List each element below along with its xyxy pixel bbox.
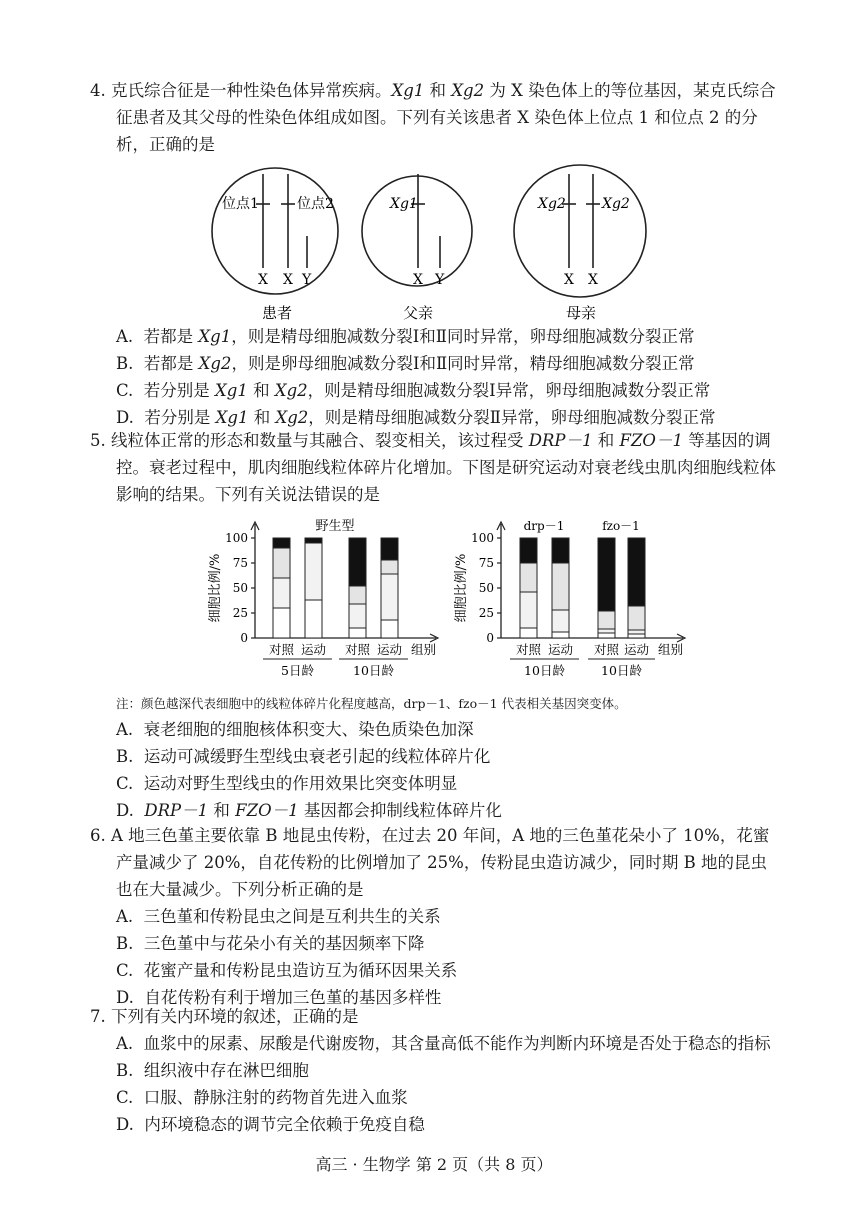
mitochondria-charts xyxy=(0,508,868,688)
father-chrom-y: Y xyxy=(435,272,445,288)
q7-option-b-letter: B. xyxy=(116,1061,134,1080)
chart1-bar-segment xyxy=(273,538,290,548)
q4-option-a-gene: Xg1 xyxy=(198,327,232,346)
page-footer: 高三 · 生物学 第 2 页（共 8 页） xyxy=(315,1155,553,1174)
q6-option-b-letter: B. xyxy=(116,934,134,953)
q4-option-a-pre: 若都是 xyxy=(143,327,199,346)
chart1-bar-segment xyxy=(305,543,322,600)
chart1-ytick-label: 75 xyxy=(232,556,248,570)
q7-option-a[interactable] xyxy=(90,1030,780,1057)
chart1-category-label: 对照 xyxy=(268,642,295,657)
q5-option-a-text: 衰老细胞的细胞核体积变大、染色质染色加深 xyxy=(143,720,474,739)
mother-gene-label-right: Xg2 xyxy=(602,196,630,212)
q4-option-c-mid: 和 xyxy=(247,381,275,400)
q5-option-d-text: 基因都会抑制线粒体碎片化 xyxy=(298,801,502,820)
chart1-group-label: 10日龄 xyxy=(353,663,394,678)
q5-stem-text-2: 和 xyxy=(592,431,620,450)
chart1-bar-segment xyxy=(381,560,398,574)
question-5-stem xyxy=(90,427,780,508)
q7-option-c[interactable] xyxy=(90,1084,780,1111)
q6-option-d-text: 自花传粉有利于增加三色堇的基因多样性 xyxy=(144,988,442,1007)
q7-option-b-text: 组织液中存在淋巴细胞 xyxy=(143,1061,309,1080)
q6-option-a-text: 三色堇和传粉昆虫之间是互利共生的关系 xyxy=(143,907,441,926)
patient-chrom-x2: X xyxy=(283,272,293,288)
q7-option-d-text: 内环境稳态的调节完全依赖于免疫自稳 xyxy=(144,1115,425,1134)
q7-option-d[interactable] xyxy=(90,1111,780,1138)
chart2-bar-segment xyxy=(598,633,615,638)
chart2-bar-segment xyxy=(552,538,569,563)
chart2-ytick-label: 50 xyxy=(478,581,494,595)
cell-patient xyxy=(212,168,338,322)
q4-stem-text-3: 为 X 染色体上的等位基因，某克氏综合征患者及其父母的性染色体组成如图。下列有关该患者 X 染色体上位点 1 和位点 2 的分析，正确的是 xyxy=(116,81,776,154)
question-4-options xyxy=(90,323,780,431)
chart2-bar-segment xyxy=(628,606,645,630)
q5-option-d-and: 和 xyxy=(208,801,236,820)
q4-option-d-gene2: Xg2 xyxy=(275,408,309,427)
chart2-bar-segment xyxy=(598,629,615,633)
caption-patient: 患者 xyxy=(262,304,293,322)
q6-option-a-letter: A. xyxy=(116,907,134,926)
q5-option-c[interactable] xyxy=(90,770,780,797)
q7-option-a-text: 血浆中的尿素、尿酸是代谢废物，其含量高低不能作为判断内环境是否处于稳态的指标 xyxy=(143,1034,771,1053)
chart1-ytick-label: 25 xyxy=(232,606,248,620)
q4-option-a-post: ，则是精母细胞减数分裂Ⅰ和Ⅱ同时异常，卵母细胞减数分裂正常 xyxy=(231,327,695,346)
q4-stem-text-2: 和 xyxy=(424,81,452,100)
mother-gene-label-left: Xg2 xyxy=(538,196,566,212)
chart2-category-label: 对照 xyxy=(515,642,542,657)
q7-option-a-letter: A. xyxy=(116,1034,134,1053)
father-gene-label: Xg1 xyxy=(390,196,418,212)
cell-father xyxy=(362,174,472,322)
q4-option-b[interactable] xyxy=(90,350,780,377)
q4-option-d-mid: 和 xyxy=(248,408,276,427)
q4-gene-xg1: Xg1 xyxy=(391,81,425,100)
chart2-category-label: 运动 xyxy=(547,642,574,657)
chart2-bar-segment xyxy=(598,538,615,611)
q4-option-b-pre: 若都是 xyxy=(143,354,199,373)
q4-option-c-gene: Xg1 xyxy=(215,381,248,400)
chart2-category-label: 对照 xyxy=(593,642,620,657)
chart2-category-label: 运动 xyxy=(623,642,650,657)
q4-option-a[interactable] xyxy=(90,323,780,350)
father-chrom-x: X xyxy=(413,272,423,288)
chart2-ytick-label: 100 xyxy=(471,531,494,545)
chart2-ylabel: 细胞比例/% xyxy=(454,553,469,623)
q4-option-c-gene2: Xg2 xyxy=(274,381,308,400)
chart2-xlabel: 组别 xyxy=(658,642,684,657)
chart1-bar-segment xyxy=(381,574,398,620)
chart2-top-label: drp－1 xyxy=(523,519,565,533)
q4-option-b-gene: Xg2 xyxy=(198,354,232,373)
q5-option-b-text: 运动可减缓野生型线虫衰老引起的线粒体碎片化 xyxy=(143,747,491,766)
chart2-bar-segment xyxy=(628,538,645,606)
chart1-bar-segment xyxy=(273,578,290,608)
chart2-bar-segment xyxy=(628,630,645,634)
question-6-stem: 6. A 地三色堇主要依靠 B 地昆虫传粉，在过去 20 年间，A 地的三色堇花朵小了 10%，花蜜产量减少了 20%，自花传粉的比例增加了 25%，传粉昆虫造访减少，同时期 B 地的昆虫也在大量减少。下列分析正确的是 xyxy=(90,826,770,899)
chart2-bar-segment xyxy=(552,632,569,638)
q5-stem-text-3: 等基因的调控。衰老过程中，肌肉细胞线粒体碎片化增加。下图是研究运动对衰老线虫肌肉细胞线粒体影响的结果。下列有关说法错误的是 xyxy=(116,431,776,504)
chart2-top-label: fzo－1 xyxy=(602,519,640,533)
q6-option-b-text: 三色堇中与花朵小有关的基因频率下降 xyxy=(143,934,425,953)
chart1-bar-segment xyxy=(381,620,398,638)
caption-father: 父亲 xyxy=(403,304,434,322)
q5-option-a[interactable] xyxy=(90,716,780,743)
q4-stem-text-1: 4. 克氏综合征是一种性染色体异常疾病。 xyxy=(90,81,392,100)
q4-option-d-gene: Xg1 xyxy=(215,408,249,427)
q5-gene-fzo1: FZO－1 xyxy=(619,431,683,450)
chart2-group-label: 10日龄 xyxy=(601,663,642,678)
question-5 xyxy=(90,427,780,508)
cell-mother xyxy=(514,165,646,322)
locus-1-label: 位点1 xyxy=(222,196,259,212)
chart1-ytick-label: 100 xyxy=(225,531,248,545)
chart1-bar-segment xyxy=(273,548,290,578)
chart2-bar-segment xyxy=(520,563,537,592)
q4-option-a-letter: A. xyxy=(116,327,134,346)
q5-option-d[interactable] xyxy=(90,797,780,824)
q5-option-c-letter: C. xyxy=(116,774,134,793)
chart1-bar-segment xyxy=(349,604,366,628)
patient-chrom-y: Y xyxy=(302,272,312,288)
q4-option-b-post: ，则是卵母细胞减数分裂Ⅰ和Ⅱ同时异常，精母细胞减数分裂正常 xyxy=(231,354,695,373)
chart-note: 注：颜色越深代表细胞中的线粒体碎片化程度越高，drp－1、fzo－1 代表相关基因突变体。 xyxy=(116,696,627,711)
chart1-bar-segment xyxy=(349,628,366,638)
chart2-ytick-label: 25 xyxy=(478,606,494,620)
q5-option-a-letter: A. xyxy=(116,720,134,739)
question-6 xyxy=(90,822,780,1011)
chart2-bar-segment xyxy=(520,628,537,638)
mother-chrom-x2: X xyxy=(588,272,598,288)
q5-gene-drp1: DRP－1 xyxy=(528,431,593,450)
q4-option-b-letter: B. xyxy=(116,354,134,373)
chart1-bar-segment xyxy=(305,600,322,638)
q4-option-c[interactable] xyxy=(90,377,780,404)
chart1-ytick-label: 0 xyxy=(240,631,248,645)
q5-option-d-gene2: FZO－1 xyxy=(235,801,299,820)
q4-option-c-post: ，则是精母细胞减数分裂Ⅰ异常，卵母细胞减数分裂正常 xyxy=(307,381,711,400)
question-7 xyxy=(90,1003,780,1138)
mother-chrom-x1: X xyxy=(564,272,574,288)
q6-option-c-text: 花蜜产量和传粉昆虫造访互为循环因果关系 xyxy=(143,961,458,980)
q6-option-c[interactable] xyxy=(90,957,780,984)
q4-option-c-letter: C. xyxy=(116,381,134,400)
chart1-bar-segment xyxy=(349,586,366,604)
q5-stem-text-1: 5. 线粒体正常的形态和数量与其融合、裂变相关，该过程受 xyxy=(90,431,529,450)
chromosome-figure xyxy=(0,158,868,328)
q4-option-d-pre: 若分别是 xyxy=(144,408,216,427)
chart1-category-label: 运动 xyxy=(300,642,327,657)
q4-option-c-pre: 若分别是 xyxy=(143,381,216,400)
q6-option-d-letter: D. xyxy=(116,988,134,1007)
chart1-xlabel: 组别 xyxy=(411,642,437,657)
chart2-group-label: 10日龄 xyxy=(524,663,565,678)
locus-2-label: 位点2 xyxy=(297,196,334,212)
chart2-bar-segment xyxy=(520,592,537,628)
q7-option-c-text: 口服、静脉注射的药物首先进入血浆 xyxy=(143,1088,408,1107)
chart1-ytick-label: 50 xyxy=(232,581,248,595)
q4-gene-xg2: Xg2 xyxy=(451,81,485,100)
chart1-bar-segment xyxy=(273,608,290,638)
caption-mother: 母亲 xyxy=(566,304,597,322)
q4-option-d-letter: D. xyxy=(116,408,134,427)
q4-option-d-post: ，则是精母细胞减数分裂Ⅱ异常，卵母细胞减数分裂正常 xyxy=(308,408,716,427)
chart1-group-label: 5日龄 xyxy=(281,663,314,678)
question-4 xyxy=(90,77,780,158)
q6-option-b[interactable] xyxy=(90,930,780,957)
chart1-category-label: 运动 xyxy=(376,642,403,657)
chart1-bar-segment xyxy=(381,538,398,560)
patient-chrom-x1: X xyxy=(258,272,268,288)
chart1-title: 野生型 xyxy=(315,519,355,534)
chart2-bar-segment xyxy=(598,611,615,629)
chart1-bar-segment xyxy=(349,538,366,586)
q5-option-b[interactable] xyxy=(90,743,780,770)
chart2-bar-segment xyxy=(628,634,645,638)
chart1-bar-segment xyxy=(305,538,322,543)
chart2-bar-segment xyxy=(552,563,569,610)
chart1-category-label: 对照 xyxy=(344,642,371,657)
q6-option-c-letter: C. xyxy=(116,961,134,980)
q5-option-d-letter: D. xyxy=(116,801,134,820)
chart1-ylabel: 细胞比例/% xyxy=(208,553,223,623)
chart2-ytick-label: 0 xyxy=(486,631,494,645)
chart2-ytick-label: 75 xyxy=(478,556,494,570)
q7-option-b[interactable] xyxy=(90,1057,780,1084)
q5-option-b-letter: B. xyxy=(116,747,134,766)
q7-option-d-letter: D. xyxy=(116,1115,134,1134)
question-5-options xyxy=(90,716,780,824)
q5-option-d-gene1: DRP－1 xyxy=(144,801,209,820)
question-4-stem xyxy=(90,77,780,158)
q5-option-c-text: 运动对野生型线虫的作用效果比突变体明显 xyxy=(143,774,458,793)
q6-option-a[interactable] xyxy=(90,903,780,930)
q7-option-c-letter: C. xyxy=(116,1088,134,1107)
chart2-bar-segment xyxy=(520,538,537,563)
question-7-stem: 7. 下列有关内环境的叙述，正确的是 xyxy=(90,1007,359,1026)
chart2-bar-segment xyxy=(552,610,569,632)
